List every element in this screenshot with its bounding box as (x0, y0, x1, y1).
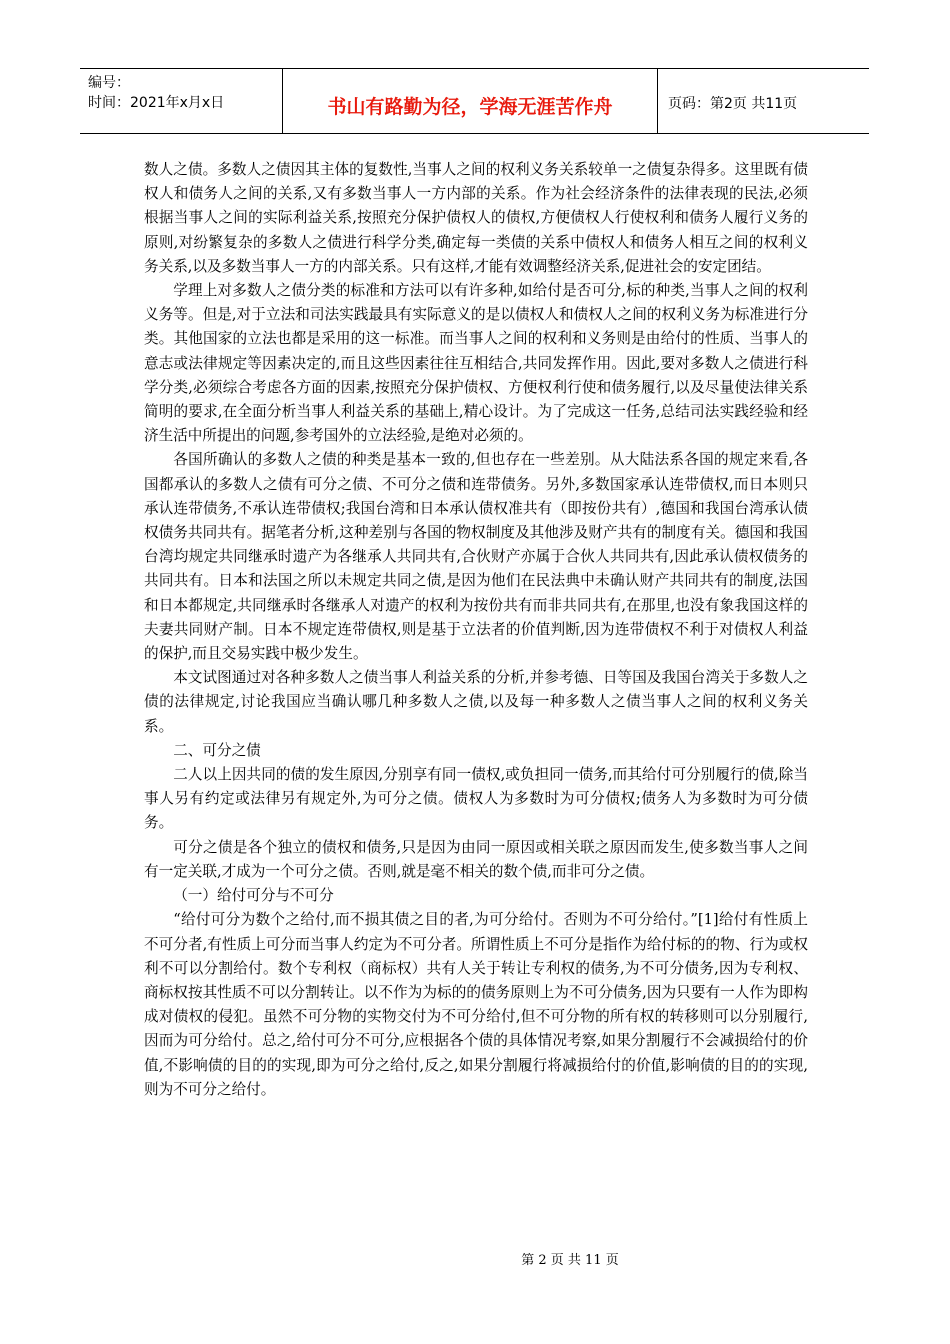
header-motto: 书山有路勤为径，学海无涯苦作舟 (283, 69, 658, 133)
body-paragraph: 数人之债。多数人之债因其主体的复数性,当事人之间的权利义务关系较单一之债复杂得多。这里既有债权人和债务人之间的关系,又有多数当事人一方内部的关系。作为社会经济条件的法律表现的民法,必须根据当事人之间的实际利益关系,按照充分保护债权人的债权,方便债权人行使权利和债务人履行义务的原则,对纷繁复杂的多数人之债进行科学分类,确定每一类债的关系中债权人和债务人相互之间的权利义务关系,以及多数当事人一方的内部关系。只有这样,才能有效调整经济关系,促进社会的安定团结。 (144, 161, 808, 275)
header-meta (80, 69, 283, 133)
document-body (144, 158, 808, 1102)
section-heading: 二、可分之债 (173, 741, 261, 759)
body-paragraph: 二人以上因共同的债的发生原因,分别享有同一债权,或负担同一债务,而其给付可分别履行的债,除当事人另有约定或法律另有规定外,为可分之债。债权人为多数时为可分债权;债务人为多数时为可分债务。 (144, 766, 808, 832)
body-paragraph: 各国所确认的多数人之债的种类是基本一致的,但也存在一些差别。从大陆法系各国的规定来看,各国都承认的多数人之债有可分之债、不可分之债和连带债务。另外,多数国家承认连带债权,而日本则只承认连带债务,不承认连带债权;我国台湾和日本承认债权准共有（即按份共有）,德国和我国台湾承认债权债务共同共有。据笔者分析,这种差别与各国的物权制度及其他涉及财产共有的制度有关。德国和我国台湾均规定共同继承时遗产为各继承人共同共有,合伙财产亦属于合伙人共同共有,因此承认债权债务的共同共有。日本和法国之所以未规定共同之债,是因为他们在民法典中未确认财产共同共有的制度,法国和日本都规定,共同继承时各继承人对遗产的权利为按份共有而非共同共有,在那里,也没有象我国这样的夫妻共同财产制。日本不规定连带债权,则是基于立法者的价值判断,因为连带债权不利于对债权人利益的保护,而且交易实践中极少发生。 (144, 451, 808, 663)
header-page-number: 页码：第2页 共11页 (668, 96, 798, 112)
body-paragraph: 本文试图通过对各种多数人之债当事人利益关系的分析,并参考德、日等国及我国台湾关于多数人之债的法律规定,讨论我国应当确认哪几种多数人之债,以及每一种多数人之债当事人之间的权利义务关系。 (144, 669, 808, 735)
body-paragraph: “给付可分为数个之给付,而不损其债之目的者,为可分给付。否则为不可分给付。”[1]给付有性质上不可分者,有性质上可分而当事人约定为不可分者。所谓性质上不可分是指作为给付标的的物、行为或权利不可以分割给付。数个专利权（商标权）共有人关于转让专利权的债务,为不可分债务,因为专利权、商标权按其性质不可以分割转让。以不作为为标的的债务原则上为不可分债务,因为只要有一人作为即构成对债权的侵犯。虽然不可分物的实物交付为不可分给付,但不可分物的所有权的转移则可以分别履行,因而为可分给付。总之,给付可分不可分,应根据各个债的具体情况考察,如果分割履行不会减损给付的价值,不影响债的目的的实现,即为可分之给付,反之,如果分割履行将减损给付的价值,影响债的目的的实现,则为不可分之给付。 (144, 911, 808, 1098)
page-header (80, 68, 869, 134)
document-date-label: 时间：2021年x月x日 (88, 95, 225, 111)
document-number-label: 编号： (88, 75, 130, 91)
subsection-heading: （一）给付可分与不可分 (173, 887, 334, 905)
body-paragraph: 可分之债是各个独立的债权和债务,只是因为由同一原因或相关联之原因而发生,使多数当事人之间有一定关联,才成为一个可分之债。否则,就是毫不相关的数个债,而非可分之债。 (144, 838, 808, 880)
page-footer: 第 2 页 共 11 页 (521, 1253, 619, 1268)
body-paragraph: 学理上对多数人之债分类的标准和方法可以有许多种,如给付是否可分,标的种类,当事人之间的权利义务等。但是,对于立法和司法实践最具有实际意义的是以债权人和债权人之间的权利义务为标准进行分类。其他国家的立法也都是采用的这一标准。而当事人之间的权利和义务则是由给付的性质、当事人的意志或法律规定等因素决定的,而且这些因素往往互相结合,共同发挥作用。因此,要对多数人之债进行科学分类,必须综合考虑各方面的因素,按照充分保护债权、方便权利行使和债务履行,以及尽量使法律关系简明的要求,在全面分析当事人利益关系的基础上,精心设计。为了完成这一任务,总结司法实践经验和经济生活中所提出的问题,参考国外的立法经验,是绝对必须的。 (144, 282, 808, 445)
